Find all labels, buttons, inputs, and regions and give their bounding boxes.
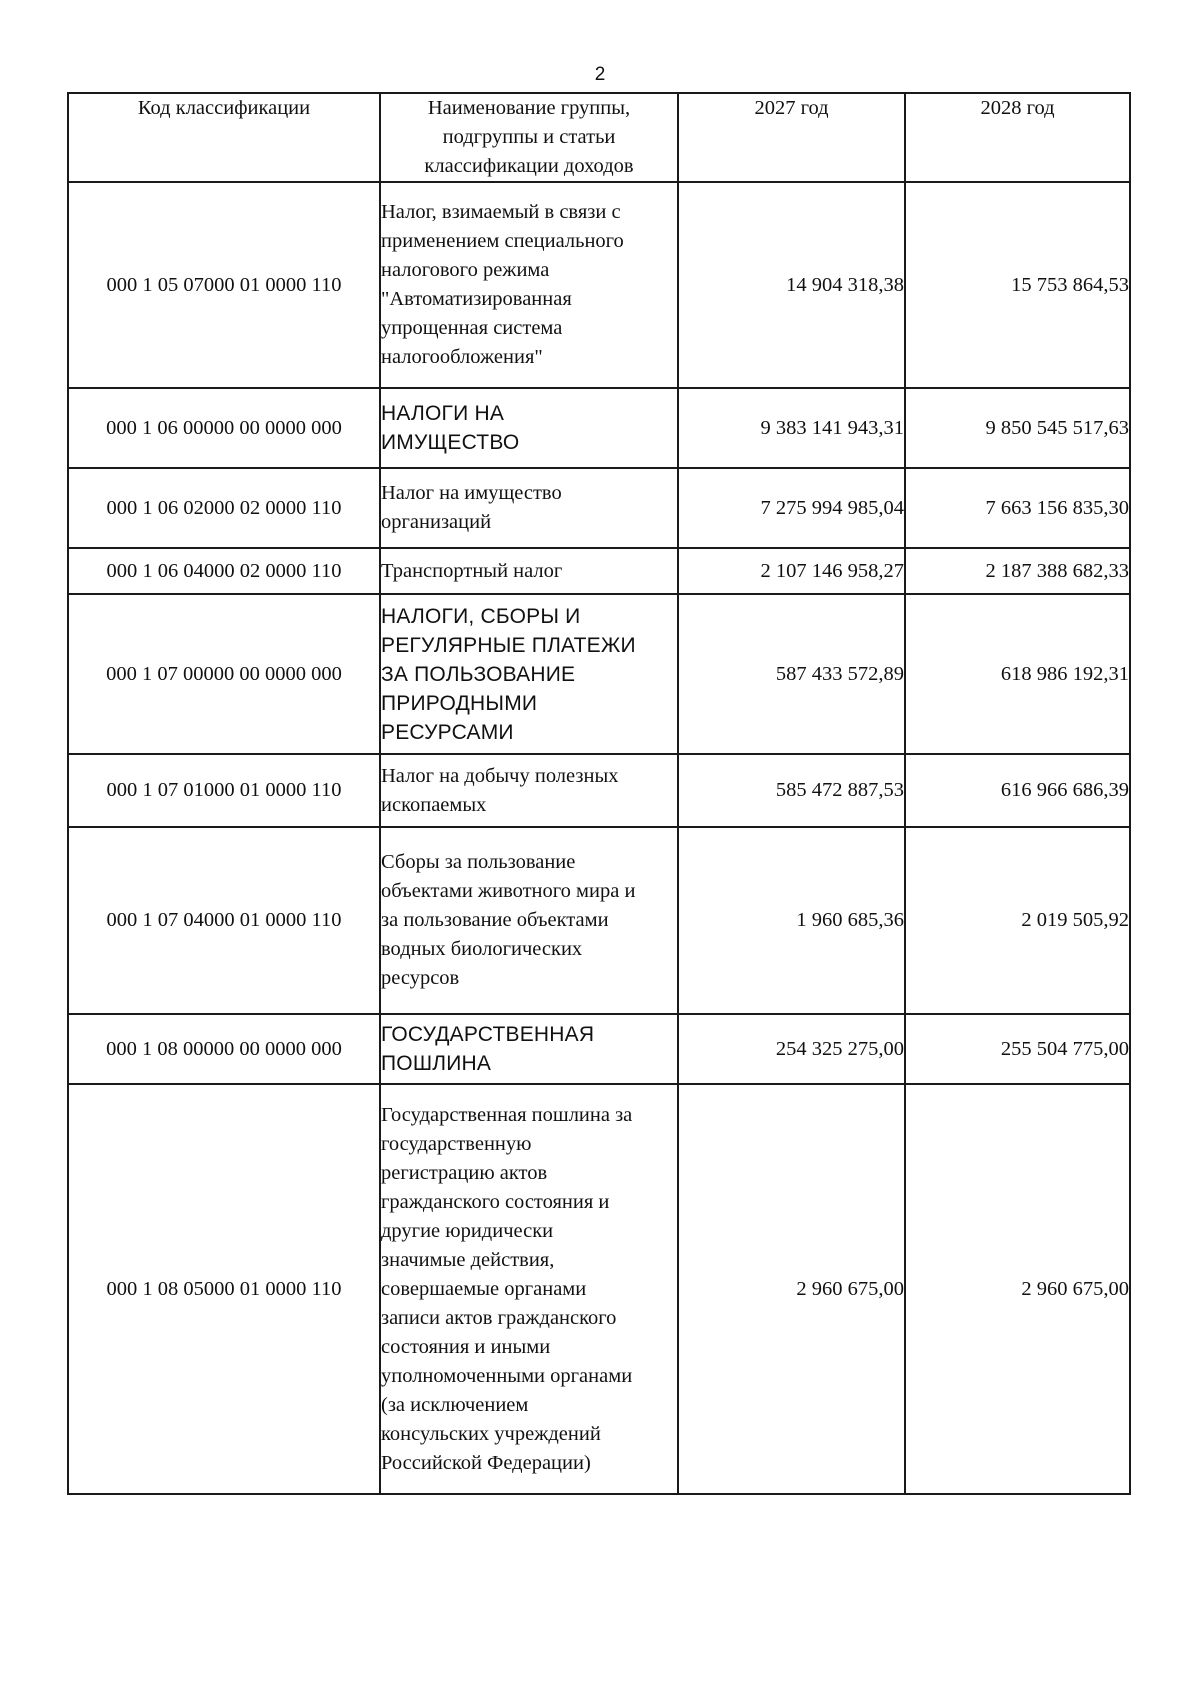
- row-name-line: Сборы за пользование: [381, 851, 576, 873]
- header-name-line: классификации доходов: [424, 155, 634, 177]
- row-name-line: РЕГУЛЯРНЫЕ ПЛАТЕЖИ: [381, 633, 636, 657]
- row-code: 000 1 07 01000 01 0000 110: [68, 754, 380, 827]
- row-name-line: значимые действия,: [381, 1248, 555, 1271]
- row-value-2028: 2 187 388 682,33: [905, 548, 1130, 594]
- row-value-2028: 2 019 505,92: [905, 827, 1130, 1014]
- row-name-line: состояния и иными: [381, 1335, 551, 1358]
- row-name-line: за пользование объектами: [381, 909, 609, 931]
- row-value-2028: 15 753 864,53: [905, 182, 1130, 388]
- row-name: [380, 1014, 678, 1084]
- row-code: 000 1 08 05000 01 0000 110: [68, 1084, 380, 1494]
- row-name-line: РЕСУРСАМИ: [381, 720, 514, 744]
- row-code: 000 1 06 04000 02 0000 110: [68, 548, 380, 594]
- table-row: [68, 468, 1130, 548]
- row-value-2027: 2 960 675,00: [678, 1084, 905, 1494]
- row-name-line: ПРИРОДНЫМИ: [381, 691, 538, 715]
- row-name-line: Российской Федерации): [381, 1451, 591, 1474]
- row-name-line: водных биологических: [381, 938, 583, 960]
- row-name: [380, 388, 678, 468]
- header-year-2027: 2027 год: [678, 93, 905, 182]
- row-name-line: регистрацию актов: [381, 1161, 548, 1184]
- header-name: [380, 93, 678, 182]
- row-value-2027: 587 433 572,89: [678, 594, 905, 754]
- row-value-2027: 254 325 275,00: [678, 1014, 905, 1084]
- row-name-line: Налог на добычу полезных: [381, 764, 619, 787]
- row-name-line: ИМУЩЕСТВО: [381, 431, 520, 454]
- row-name-line: налогообложения": [381, 346, 543, 368]
- row-name-line: организаций: [381, 511, 492, 533]
- row-value-2027: 9 383 141 943,31: [678, 388, 905, 468]
- row-value-2027: 1 960 685,36: [678, 827, 905, 1014]
- row-code: 000 1 06 00000 00 0000 000: [68, 388, 380, 468]
- row-name-line: Налог на имущество: [381, 482, 562, 504]
- row-value-2028: 2 960 675,00: [905, 1084, 1130, 1494]
- row-name-line: упрощенная система: [381, 317, 563, 339]
- row-name-line: консульских учреждений: [381, 1422, 601, 1445]
- row-name-line: Транспортный налог: [381, 559, 563, 582]
- table-row: [68, 594, 1130, 754]
- row-code: 000 1 08 00000 00 0000 000: [68, 1014, 380, 1084]
- header-year-2028: 2028 год: [905, 93, 1130, 182]
- row-name: [380, 1084, 678, 1494]
- row-name: [380, 754, 678, 827]
- row-name: [380, 548, 678, 594]
- table-row: [68, 827, 1130, 1014]
- table-row: [68, 548, 1130, 594]
- row-value-2028: 255 504 775,00: [905, 1014, 1130, 1084]
- row-name-line: применением специального: [381, 230, 624, 252]
- row-code: 000 1 06 02000 02 0000 110: [68, 468, 380, 548]
- row-value-2028: 616 966 686,39: [905, 754, 1130, 827]
- row-code: 000 1 07 00000 00 0000 000: [68, 594, 380, 754]
- row-name-line: налогового режима: [381, 259, 550, 281]
- table-row: [68, 1084, 1130, 1494]
- table-header-row: [68, 93, 1130, 182]
- row-name-line: ГОСУДАРСТВЕННАЯ: [381, 1023, 595, 1046]
- row-name: [380, 182, 678, 388]
- row-name-line: уполномоченными органами: [381, 1364, 633, 1387]
- row-value-2028: 7 663 156 835,30: [905, 468, 1130, 548]
- table-row: [68, 182, 1130, 388]
- row-name-line: Государственная пошлина за: [381, 1103, 633, 1126]
- table-row: [68, 1014, 1130, 1084]
- row-name-line: объектами животного мира и: [381, 880, 636, 902]
- header-name-line: Наименование группы,: [427, 97, 631, 119]
- row-name-line: НАЛОГИ, СБОРЫ И: [381, 604, 581, 628]
- revenue-table: [67, 92, 1131, 1495]
- row-name-line: НАЛОГИ НА: [381, 402, 505, 425]
- row-name-line: другие юридически: [381, 1219, 554, 1242]
- row-name: [380, 468, 678, 548]
- row-name-line: совершаемые органами: [381, 1277, 587, 1300]
- header-name-line: подгруппы и статьи: [442, 126, 616, 148]
- row-name-line: ископаемых: [381, 793, 487, 816]
- row-name-line: ЗА ПОЛЬЗОВАНИЕ: [381, 662, 576, 686]
- row-value-2028: 618 986 192,31: [905, 594, 1130, 754]
- page-number: 2: [594, 64, 606, 85]
- header-code: Код классификации: [68, 93, 380, 182]
- row-value-2027: 14 904 318,38: [678, 182, 905, 388]
- row-name-line: записи актов гражданского: [381, 1306, 617, 1329]
- table-row: [68, 754, 1130, 827]
- row-value-2027: 585 472 887,53: [678, 754, 905, 827]
- row-name-line: ПОШЛИНА: [381, 1052, 492, 1075]
- row-value-2027: 7 275 994 985,04: [678, 468, 905, 548]
- row-name-line: государственную: [381, 1132, 532, 1155]
- row-name: [380, 594, 678, 754]
- row-value-2028: 9 850 545 517,63: [905, 388, 1130, 468]
- row-name-line: гражданского состояния и: [381, 1190, 610, 1213]
- row-name: [380, 827, 678, 1014]
- row-name-line: ресурсов: [381, 967, 460, 989]
- row-name-line: "Автоматизированная: [381, 288, 572, 310]
- row-name-line: (за исключением: [381, 1393, 529, 1416]
- row-value-2027: 2 107 146 958,27: [678, 548, 905, 594]
- table-row: [68, 388, 1130, 468]
- row-name-line: Налог, взимаемый в связи с: [381, 201, 621, 223]
- row-code: 000 1 07 04000 01 0000 110: [68, 827, 380, 1014]
- row-code: 000 1 05 07000 01 0000 110: [68, 182, 380, 388]
